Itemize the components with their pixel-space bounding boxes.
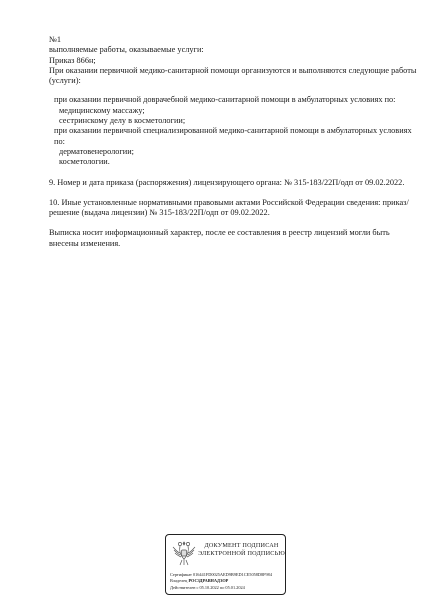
services-intro-paragraph: При оказании первичной медико-санитарной помощи организуются и выполняются следующие работы (услуги): [49, 65, 417, 86]
document-body [49, 35, 419, 249]
certificate-row: Сертификат 016441FD0025AED9B9ED1CE5058D8F984 [170, 572, 272, 577]
electronic-signature-stamp [165, 534, 286, 595]
record-number: №1 [49, 35, 62, 44]
service-item-dermatovenereology: дерматовенерологии; [59, 146, 134, 156]
service-item-cosmetology: косметологии. [59, 157, 110, 167]
double-headed-eagle-emblem-icon [171, 539, 197, 567]
section-9-order-number: 9. Номер и дата приказа (распоряжения) лицензирующего органа: № 315-183/22П/одп от 09.02.2022. [49, 177, 405, 187]
order-reference: Приказ 866н; [49, 55, 96, 65]
specialized-care-paragraph: при оказании первичной специализированной медико-санитарной помощи в амбулаторных условиях по: [54, 126, 412, 146]
disclaimer-note: Выписка носит информационный характер, после ее составления в реестр лицензий могли быть внесены изменения. [49, 228, 390, 248]
works-heading: выполняемые работы, оказываемые услуги: [49, 45, 204, 55]
pre-medical-care-paragraph: при оказании первичной доврачебной медико-санитарной помощи в амбулаторных условиях по: [54, 95, 396, 105]
section-10-other-info: 10. Иные установленные нормативными правовыми актами Российской Федерации сведения: приказ/решение (выдача лицензии) № 315-183/22П/одп от 09.02.2022. [49, 197, 409, 218]
owner-row: Владелец РОСЗДРАВНАДЗОР [170, 578, 229, 584]
service-item-nursing: сестринскому делу в косметологии; [59, 116, 186, 126]
validity-row: Действителен с 05.10.2022 по 05.01.2024 [170, 584, 245, 590]
signature-details [170, 572, 272, 591]
service-item-massage: медицинскому массажу; [59, 105, 145, 115]
signature-stamp-title: ДОКУМЕНТ ПОДПИСАН ЭЛЕКТРОННОЙ ПОДПИСЬЮ [198, 542, 285, 557]
